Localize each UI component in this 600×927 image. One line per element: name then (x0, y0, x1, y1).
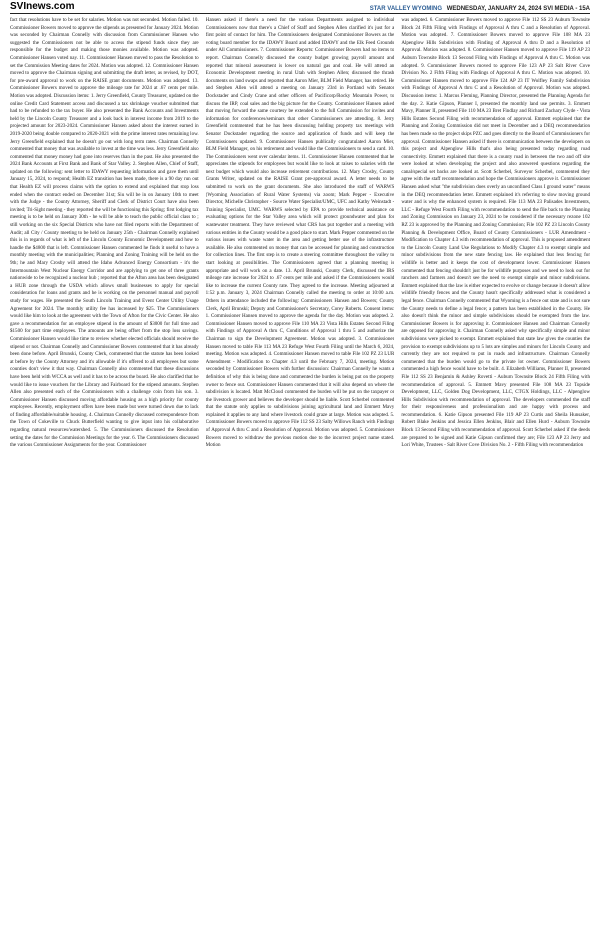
column-text: Hansen asked if there's a need for the various Departments assigned to individual Commissioners now that there's a Chief of Staff and Stephen Allen clarified it's just for a first point of contact for him. The Commissioners designated Commissioner Bowers as the voting board member for the IDAWY Board and added IDAWY and the Elk Feed Grounds under All Commissioners. 7. Commissioner Reports: Commissioner Bowers had no items to report. Chairman Connelly discussed the county budget growing payroll amount and reported that mineral assessment is lower on natural gas and coal. He will attend an Economic Development meeting in rural Utah with Stephen Allen; discussed the thrash documents on land swaps and reported that Aaron Mier, BLM Field Manager, has retired. He and Stephen Allen will attend a meeting on January 23rd in Portland with Senator Dockstader and Cindy Crane and other officers of Pacificorp/Rocky Mountain Power, to discuss the IRP, coal sales and the big picture for the County. Commissioner Hansen asked that moving forward the same courtesy be extended to the full Commission for invites and information for conferences/seminars that other Commissioners are attending. 8. Jerry Greenfield commented that he has been discussing holding property tax meetings with Senator Dockstader regarding the source and application of funds and will keep the Commissioners updated. 9. Commissioner Hansen publically congratulated Aaron Mier, BLM Field Manager, on his retirement and would like the Commissioners to send a card. 10. The Commissioners went over calendar items. 11. Commissioner Hansen commented that he appreciates the stipends for employees but would like to look at raises to salaries with the next budget which would also increase retirement contributions. 12. Mary Crosby, County Grants Writer, updated on the RAISE Grant pre-approval award. A letter needs to be submitted to work on the grant documents. She also introduced the staff of WARWS (Wyoming Association of Rural Water Systems) via zoom; Mark Pepper - Executive Director, Michelle Christopher - Source Water Specialist/UMC, UFC and Kathy Weinstadt - Training Specialist, UMC. WARWS selected by EPA to provide technical assistance on evaluating options for the Star Valley area which will protect groundwater and plan for wastewater treatment. They have reviewed what CRS has put together and a meeting with various entities in the County would be a good place to start. Mark Pepper commented on the various issues with waste water in the area and getting better use of the infrastructure available. He also commented on money that can be accessed for planning and construction for collection lines. The first step is to create a steering committee throughout the valley to start looking at possibilities. The Commissioners agreed that a planning meeting is appropriate and will work on a date. 13. April Brunski, County Clerk, discussed the IRS mileage rate increase for 2024 to .67 cents per mile and asked if the Commissioners would like to increase the current County rate. They agreed to the increase. Meeting adjourned at 1:52 p.m. January 3, 2024 Chairman Connelly called the meeting to order at 10:00 a.m. Others in attendance included the following: Commissioners Hansen and Bowers; County Clerk, April Brunski; Deputy and Commissioner's Secretary, Corey Roberts. Consent items: 1. Commissioner Hansen moved to approve the agenda for the day. Motion was adopted. 2. Commissioner Hansen moved to approve File 110 MA 23 Vista Hills Estates Second Filing with Findings of Approval A thru C, Conditions of Approval 1 thru 5 and authorize the Chairman to sign the Development Agreement. Motion was adopted. 3. Commissioner Hansen moved to table File 113 MA 23 Refuge West Fourth Filing until the March 6, 2024, meeting. Motion was adopted. 4. Commissioner Hansen moved to table File 102 PZ 23 LUR Amendment - Modification to Chapter 4.3 until the February 7, 2024, meeting. Motion seconded by Commissioner Bowers with further discussion: Chairman Connelly he wants a definition of why this is being done and commented the burden is being put on the property owner to fence out. Commissioner Hansen commented that it will also depend on where the subdivision is located. Matt McCloud commented the burden will be put on the taxpayer or the livestock grower and believes the developer should be liable. Scott Scherbel commented that the statute only applies to subdivisions joining agricultural land and Emmett Mavy explained it applies to any land where livestock could graze at large. Motion was adopted. 5. Commissioner Bowers moved to approve File 112 SS 23 Salty Willows Ranch with Findings of Approval A thru C and a Resolution of Approval. Motion was adopted. 5. Commissioner Bowers moved to withdraw the previous motion due to the incorrect project name stated. Motion (205, 17, 395, 449)
article-column-1 (10, 17, 199, 919)
article-columns (10, 17, 590, 919)
paper-name: STAR VALLEY WYOMING (369, 6, 443, 12)
issue-date: WEDNESDAY, JANUARY 24, 2024 SVI MEDIA - 15A (446, 6, 590, 12)
dateline (370, 6, 590, 12)
article-column-3 (401, 17, 590, 919)
site-name[interactable]: SVInews.com (10, 1, 75, 12)
article-column-2 (206, 17, 395, 919)
column-text: fact that resolutions have to be set for salaries. Motion was not seconded. Motion failed. 10. Commissioner Bowers moved to approve the stipends as presented for January 2024. Motion was seconded by Chairman Connelly with discussion from Commissioner Hansen who suggested the Commissioners not be able to access the stipend funds since they are responsible for the budget and making those monies available. Motion was adopted. Commissioner Hansen voted nay. 11. Commissioner Hansen moved to pass the Resolution to set the Commission Meeting dates for 2024. Motion was adopted. 12. Commissioner Hansen moved to approve the Chairman signing and submitting the draft letter, as revised, by DOT, for pre-award approval to work on the RAISE grant documents. Motion was adopted. 13. Commissioner Bowers moved to approve the mileage rate for 2024 at .67 cents per mile. Motion was adopted. Discussion items: 1. Jerry Greenfield, County Treasurer, updated on the online Credit Card Statement access and discussed a tax shrinkage voucher submitted that had to be refunded to the tax buyer. He also presented the Bank Accounts and Investments held by the Lincoln County Treasurer and a look back in interest income from 2019 to the projected amount for 2023-2024. Commissioner Hansen asked about the interest earned in 2019-2020 being double compared to 2020-2021 with the prime interest rates remaining low. Jerry Greenfield explained that he doesn't go out with long term rates. Chairman Connelly commented that money that was available to invest at the time was less. Jerry Greenfield also commented that money money had gone into reserves than in the past. He also presented the 2024 Bank Accounts at First Bank and Bank of Star Valley. 2. Stephen Allen, Chief of Staff, updated on the following: sent letter to IDAWY requesting information and gave them until January 15, 2024, to respond; Health EZ transition has been made, there is a 90 day run out that Health EZ will process claims with the option to extend and explained that stop loss ended when the contract ended on December 31st; Siu will be in on January 10th to meet with the Judge - the County Attorney, Sheriff and Clerk of District Court have also been invited; Tri-Sight meeting - they reported the will be functioning this Spring; first lodging tax meeting is to be held on January 30th - he will be able to teach the public official class to ; still working on the six Special Districts who have not filed reports with the Department of Audit; all City / County meeting to be held on January 25th - Chairman Connelly explained this is in regards of what is left of the Lincoln County Economic Development and how to handle the $4800 that is left. Commissioner Hansen commented he finds it useful to have a monthly meeting with the municipalities; Planning and Zoning Training will be held on the 9th; he and Mary Crosby will attend the Idaho Advanced Energy Consortium - it's the Intermountain West Nuclear Energy Corridor and are applying to get one of three grants nationwide to be recognized a nuclear hub ; reported that the Afton area has been designated a HUB zone through the USDA which allows small businesses to apply for special consideration for loans and grants and he is working on the personnel manual and payroll study for wages. He presented the South Lincoln Training and Event Center Utility Usage Agreement for 2024. The monthly utility fee has increased by $25. The Commissioners would like him to look at the agreement with the Town of Afton for the Civic Center. He also gave a recommendation for an employee stipend in the amount of $3000 for full time and $1500 for part time employees. The amounts are being offset from the stop loss savings. Commissioner Hansen would like time to review whether elected officials should receive the stipend or not. Chairman Connelly and Commissioner Bowers commented that it has already been done before. April Brunski, County Clerk, commented that the statute has been looked at before by the County Attorney and it's allowable if it's offered to all employees but some counties don't view it that way. Chairman Connelly also commented that these discussions have been held with WCCA as well and it has to be across the board. He also clarified that he would like to issue vouchers for the Library and Fairboard for the stipend amounts. Stephen Allen also presented each of the Commissioners with a challenge coin from his son. 3. Commissioner Hansen discussed moving affordable housing as a high priority for county employees. Recently, employment offers have been made but were turned down due to lack of finding affordable/suitable housing. 4. Chairman Connelly discussed correspondence from the Town of Cokeville to Chuck Butterfield wanting to give input into his collaborative regarding natural resources/watershed. 5. The Commissioners discussed the Resolution setting the dates for the Commission Meetings for the year. 6. The Commissioners discussed the various Commissioner Assignments for the year. Commissioner (10, 17, 199, 449)
page-header (10, 0, 590, 14)
column-text: was adopted. 6. Commissioner Bowers moved to approve File 112 SS 23 Auburn Townsite Block 24 Fifth Filing with Findings of Approval A thru C and a Resolution of Approval. Motion was adopted. 7. Commissioner Bowers moved to approve File 108 MA 23 Alpenglow Hills Subdivision with Finding of Approval A thru D and a Resolution of Approval. Motion was adopted. 8. Commissioner Hansen moved to approve File 119 AP 23 Auburn Townsite Block 13 Second Filing with Findings of Approval A thru C. Motion was adopted. 9. Commissioner Bowers moved to approve File 123 AP 23 Salt River Cove Division No. 2 Fifth Filing with Findings of Approval A thru C. Motion was adopted. 10. Commissioner Hansen moved to approve File 124 AP 23 IT Wolfley Family Subdivision with Findings of Approval A thru C and a Resolution of Approval. Motion was adopted. Discussion items: 1. Marcus Fleming, Planning Director, presented the Planning Agenda for the day. 2. Katie Gipson, Planner I, presented the monthly land use permits. 3. Emmett Mavy, Planner II, presented File 110 MA 23 Bret Findlay and Richard Zachary Clyde - Vista Hills Estates Second Filing with recommendation of approval. Emmett explained that the Planning and Zoning Commission did not meet in December and a DEQ recommendation has been made so the project skips PZC and goes directly to the Board of Commissioners for approval. Commissioner Hansen asked if there is communication between the developers on this project and Alpenglow Hills that's also being presented today regarding road connectivity. Emmett explained that there is a county road in between the two and off site were looked at when developing the project and also answered questions regarding the canal/special set backs are looked at. Scott Scherbel, Surveyor Scherbel, commented they agree with the staff recommendation and hope the Commissioners approve it. Commissioner Hansen asked what "the subdivision does overly an unconfined Class I ground water" means in the DEQ recommendation letter. Emmett explained it's referring to slow moving ground water and is why the enhanced system is required. File 113 MA 23 Palisades Investments, LLC - Refuge West Fourth Filing with recommendation to send the file back to the Planning and Zoning Commission on January 23, 2024 to be considered if the necessary rezone 102 RZ 23 is approved by the Planning and Zoning Commission; File 102 PZ 23 Lincoln County Planning & Development Office, Board of County Commissioners - LUR Amendment - Modification to Chapter 4.3 with recommendation of approval. This is proposed amendment to the Lincoln County Land Use Regulations to Modify Chapter 4.3 to exempt simple and minor subdivisions from the new state fencing law. He explained that less fencing for wildlife is better and it keeps the cost of development lower. Commissioner Hansen commented that fencing shouldn't just be for wildlife purposes and we need to look out for ranchers and farmers and doesn't see the need to exempt simple and minor subdivisions. Emmett explained that the law is either expected to evolve or change because it doesn't allow wildlife friendly fences and the County hasn't specifically addressed what is considered a legal fence. Chairman Connelly commented that Wyoming is a fence out state and is not sure the County needs to define a legal fence; a pattern has been established in the County. He also doesn't think the minor and simple subdivisions should be exempted from the law. Commissioner Bowers is for approving it. Commissioner Hansen and Chairman Connelly are opposed for approving it. Chairman Connelly asked why specifically simple and minor subdivisions were picked to exempt. Emmett explained that state law gives the counties the provision to exempt subdivisions up to 5 lots are simples and minors for Lincoln County and currently they are not required to put in roads and infrastructure. Chairman Connelly commented that the burden would go to the private lot owner. Commissioner Bowers commented a high fence would have to be built. 4. Elizabeth Williams, Planner II, presented File 112 SS 23 Benjamin & Ashley Rovetti - Auburn Townsite Block 24 Fifth Filing with recommendation of approval. 5. Emmett Mavy presented File 108 MA 23 Topside Development, LLC, Golden Dog Development, LLC, CTGX Holdings, LLC - Alpenglow Hills Subdivision with recommendation of approval. The developers commended the staff for their responsiveness and professionalism and are happy with process and recommendation. 6. Katie Gipson presented File 119 AP 23 Curtis and Sheila Hunsaker, Robert Blake Jenkins and Jessica Ellen Jenkins, Blair and Ellen Hurd - Auburn Townsite Block 13 Second Filing with recommendation of approval. Scott Scherbel asked if the deeds are prepared to be signed and Katie Gipson confirmed they are; File 123 AP 23 Jerry and Lori White, Trustees - Salt River Cove Division No. 2 - Fifth Filing with recommendation (401, 17, 591, 449)
